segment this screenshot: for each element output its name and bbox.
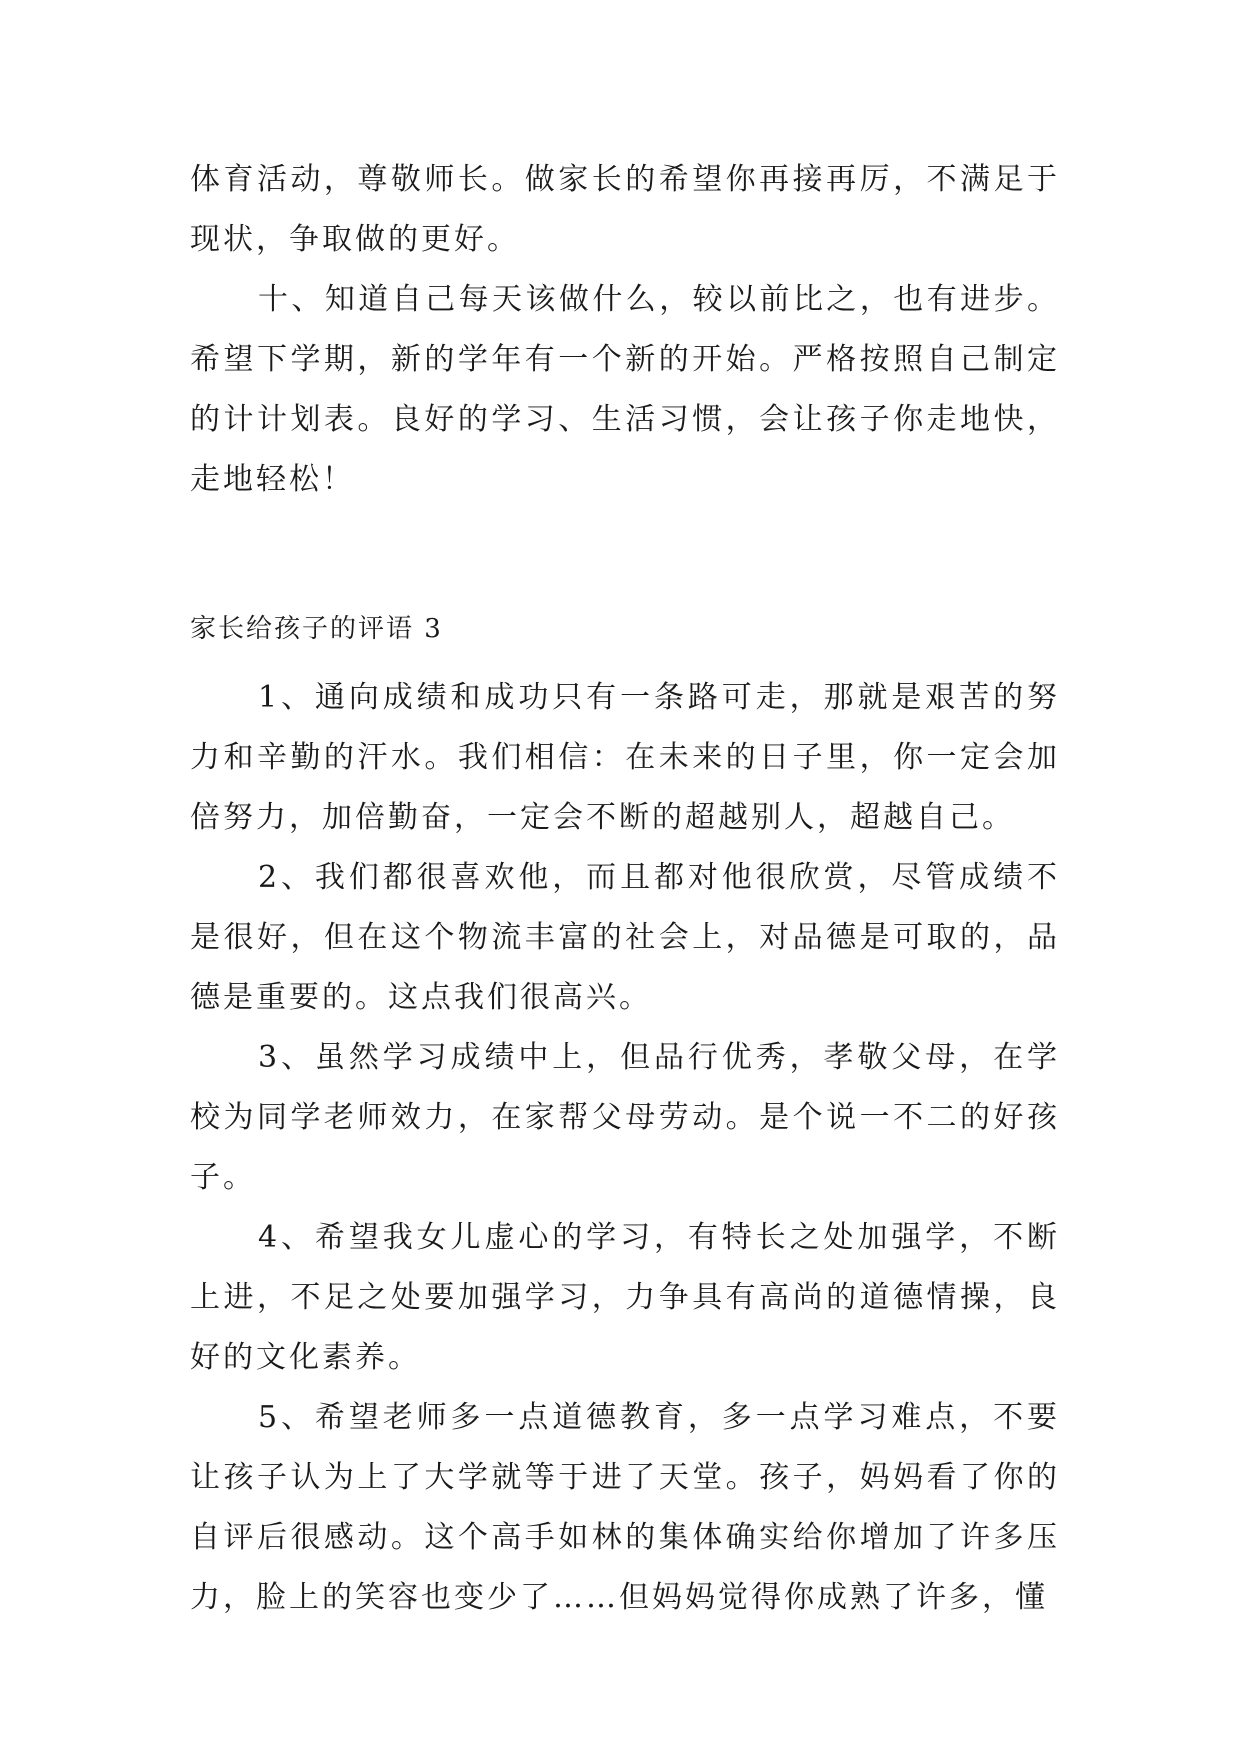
list-item: 5、希望老师多一点道德教育，多一点学习难点，不要让孩子认为上了大学就等于进了天堂。孩子，妈妈看了你的自评后很感动。这个高手如林的集体确实给你增加了许多压力，脸上的笑容也变少了……但妈妈觉得你成熟了许多，懂 <box>190 1400 1060 1615</box>
paragraph-continuation: 体育活动，尊敬师长。做家长的希望你再接再厉，不满足于现状，争取做的更好。 <box>190 162 1060 257</box>
document-body <box>190 150 1060 1628</box>
list-item: 2、我们都很喜欢他，而且都对他很欣赏，尽管成绩不是很好，但在这个物流丰富的社会上，对品德是可取的，品德是重要的。这点我们很高兴。 <box>190 860 1060 1015</box>
section-title: 家长给孩子的评语 3 <box>190 614 443 644</box>
list-item: 3、虽然学习成绩中上，但品行优秀，孝敬父母，在学校为同学老师效力，在家帮父母劳动。是个说一不二的好孩子。 <box>190 1040 1060 1195</box>
list-item: 1、通向成绩和成功只有一条路可走，那就是艰苦的努力和辛勤的汗水。我们相信：在未来的日子里，你一定会加倍努力，加倍勤奋，一定会不断的超越别人，超越自己。 <box>190 680 1060 835</box>
list-item: 4、希望我女儿虚心的学习，有特长之处加强学，不断上进，不足之处要加强学习，力争具有高尚的道德情操，良好的文化素养。 <box>190 1220 1060 1375</box>
paragraph-item-ten: 十、知道自己每天该做什么，较以前比之，也有进步。希望下学期，新的学年有一个新的开始。严格按照自己制定的计计划表。良好的学习、生活习惯，会让孩子你走地快，走地轻松！ <box>190 282 1060 497</box>
